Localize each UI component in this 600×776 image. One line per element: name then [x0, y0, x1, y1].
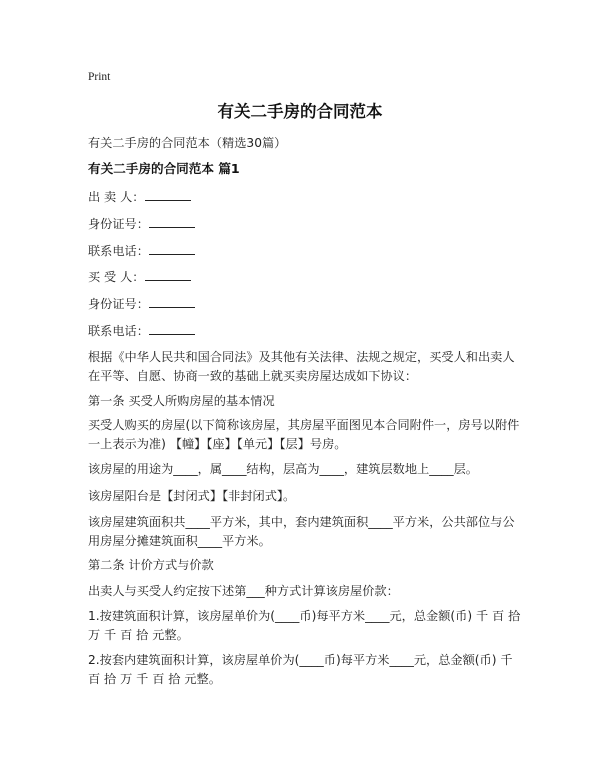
- seller-id-blank: [149, 215, 195, 228]
- seller-field: [88, 188, 191, 206]
- article-1-paragraph-4: 该房屋建筑面积共____平方米，其中，套内建筑面积____平方米，公共部位与公用房屋分摊建筑面积____平方米。: [88, 515, 515, 548]
- seller-blank: [145, 188, 191, 201]
- buyer-id-field: [88, 295, 195, 313]
- document-subtitle: 有关二手房的合同范本（精选30篇）: [88, 136, 287, 150]
- article-1-paragraph-3: 该房屋阳台是【封闭式】【非封闭式】。: [88, 489, 296, 503]
- section-heading: 有关二手房的合同范本 篇1: [88, 161, 240, 176]
- page-title: 有关二手房的合同范本: [217, 102, 383, 121]
- buyer-phone-label: 联系电话：: [88, 324, 149, 338]
- article-1-paragraph-1: 买受人购买的房屋(以下简称该房屋，其房屋平面图见本合同附件一，房号以附件一上表示为准) 【幢】【座】【单元】【层】号房。: [88, 418, 520, 451]
- seller-label: 出 卖 人：: [88, 190, 145, 204]
- article-2-title: 第二条 计价方式与价款: [88, 558, 214, 572]
- seller-phone-blank: [149, 242, 195, 255]
- article-1-paragraph-2: 该房屋的用途为____，属____结构，层高为____，建筑层数地上____层。: [88, 462, 478, 476]
- article-2-paragraph-2: 1.按建筑面积计算，该房屋单价为(____币)每平方米____元，总金额(币) 千 百 拾 万 千 百 拾 元整。: [88, 609, 521, 642]
- seller-phone-label: 联系电话：: [88, 244, 149, 258]
- intro-paragraph: 根据《中华人民共和国合同法》及其他有关法律、法规之规定，买受人和出卖人在平等、自愿、协商一致的基础上就买卖房屋达成如下协议：: [88, 350, 515, 383]
- buyer-id-blank: [149, 295, 195, 308]
- article-2-paragraph-1: 出卖人与买受人约定按下述第___种方式计算该房屋价款：: [88, 584, 399, 598]
- article-1-title: 第一条 买受人所购房屋的基本情况: [88, 394, 275, 408]
- seller-id-field: [88, 215, 195, 233]
- buyer-id-label: 身份证号：: [88, 297, 149, 311]
- buyer-phone-field: [88, 322, 195, 340]
- seller-id-label: 身份证号：: [88, 217, 149, 231]
- article-2-paragraph-3: 2.按套内建筑面积计算，该房屋单价为(____币)每平方米____元，总金额(币) 千 百 拾 万 千 百 拾 元整。: [88, 653, 513, 686]
- buyer-label: 买 受 人：: [88, 270, 145, 284]
- buyer-phone-blank: [149, 322, 195, 335]
- seller-phone-field: [88, 242, 195, 260]
- print-label[interactable]: Print: [88, 71, 111, 83]
- buyer-blank: [145, 268, 191, 281]
- buyer-field: [88, 268, 191, 286]
